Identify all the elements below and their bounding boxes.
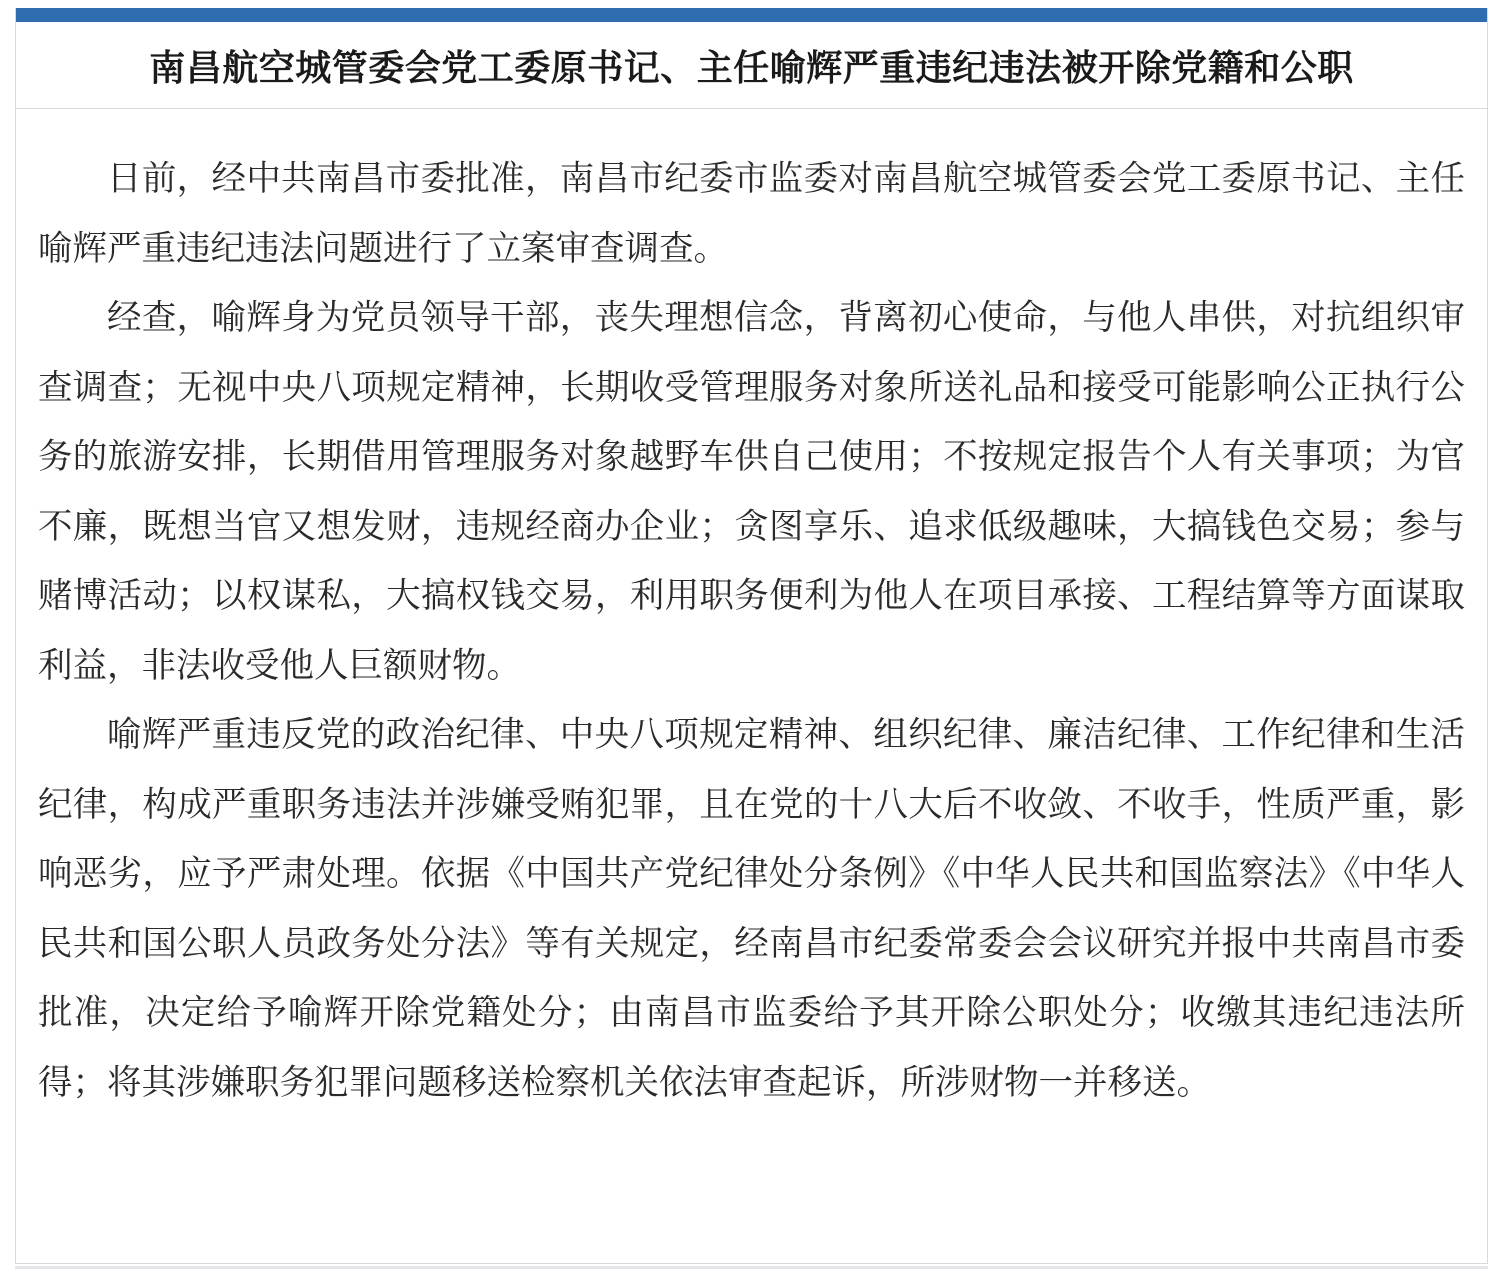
card-bottom-shadow	[15, 1266, 1488, 1269]
paragraph-2: 经查，喻辉身为党员领导干部，丧失理想信念，背离初心使命，与他人串供，对抗组织审查调查；无视中央八项规定精神，长期收受管理服务对象所送礼品和接受可能影响公正执行公务的旅游安排，长期借用管理服务对象越野车供自己使用；不按规定报告个人有关事项；为官不廉，既想当官又想发财，违规经商办企业；贪图享乐、追求低级趣味，大搞钱色交易；参与赌博活动；以权谋私，大搞权钱交易，利用职务便利为他人在项目承接、工程结算等方面谋取利益，非法收受他人巨额财物。	[38, 298, 1465, 686]
paragraph-1: 日前，经中共南昌市委批准，南昌市纪委市监委对南昌航空城管委会党工委原书记、主任喻辉严重违纪违法问题进行了立案审查调查。	[38, 159, 1465, 269]
title-row	[16, 22, 1487, 109]
article-title: 南昌航空城管委会党工委原书记、主任喻辉严重违纪违法被开除党籍和公职	[149, 47, 1354, 89]
paragraph-3: 喻辉严重违反党的政治纪律、中央八项规定精神、组织纪律、廉洁纪律、工作纪律和生活纪律，构成严重职务违法并涉嫌受贿犯罪，且在党的十八大后不收敛、不收手，性质严重，影响恶劣，应予严肃处理。依据《中国共产党纪律处分条例》《中华人民共和国监察法》《中华人民共和国公职人员政务处分法》等有关规定，经南昌市纪委常委会会议研究并报中共南昌市委批准，决定给予喻辉开除党籍处分；由南昌市监委给予其开除公职处分；收缴其违纪违法所得；将其涉嫌职务犯罪问题移送检察机关依法审查起诉，所涉财物一并移送。	[38, 715, 1465, 1103]
accent-top-bar	[16, 8, 1487, 22]
article-card	[15, 8, 1488, 1264]
article-body	[16, 109, 1487, 1118]
